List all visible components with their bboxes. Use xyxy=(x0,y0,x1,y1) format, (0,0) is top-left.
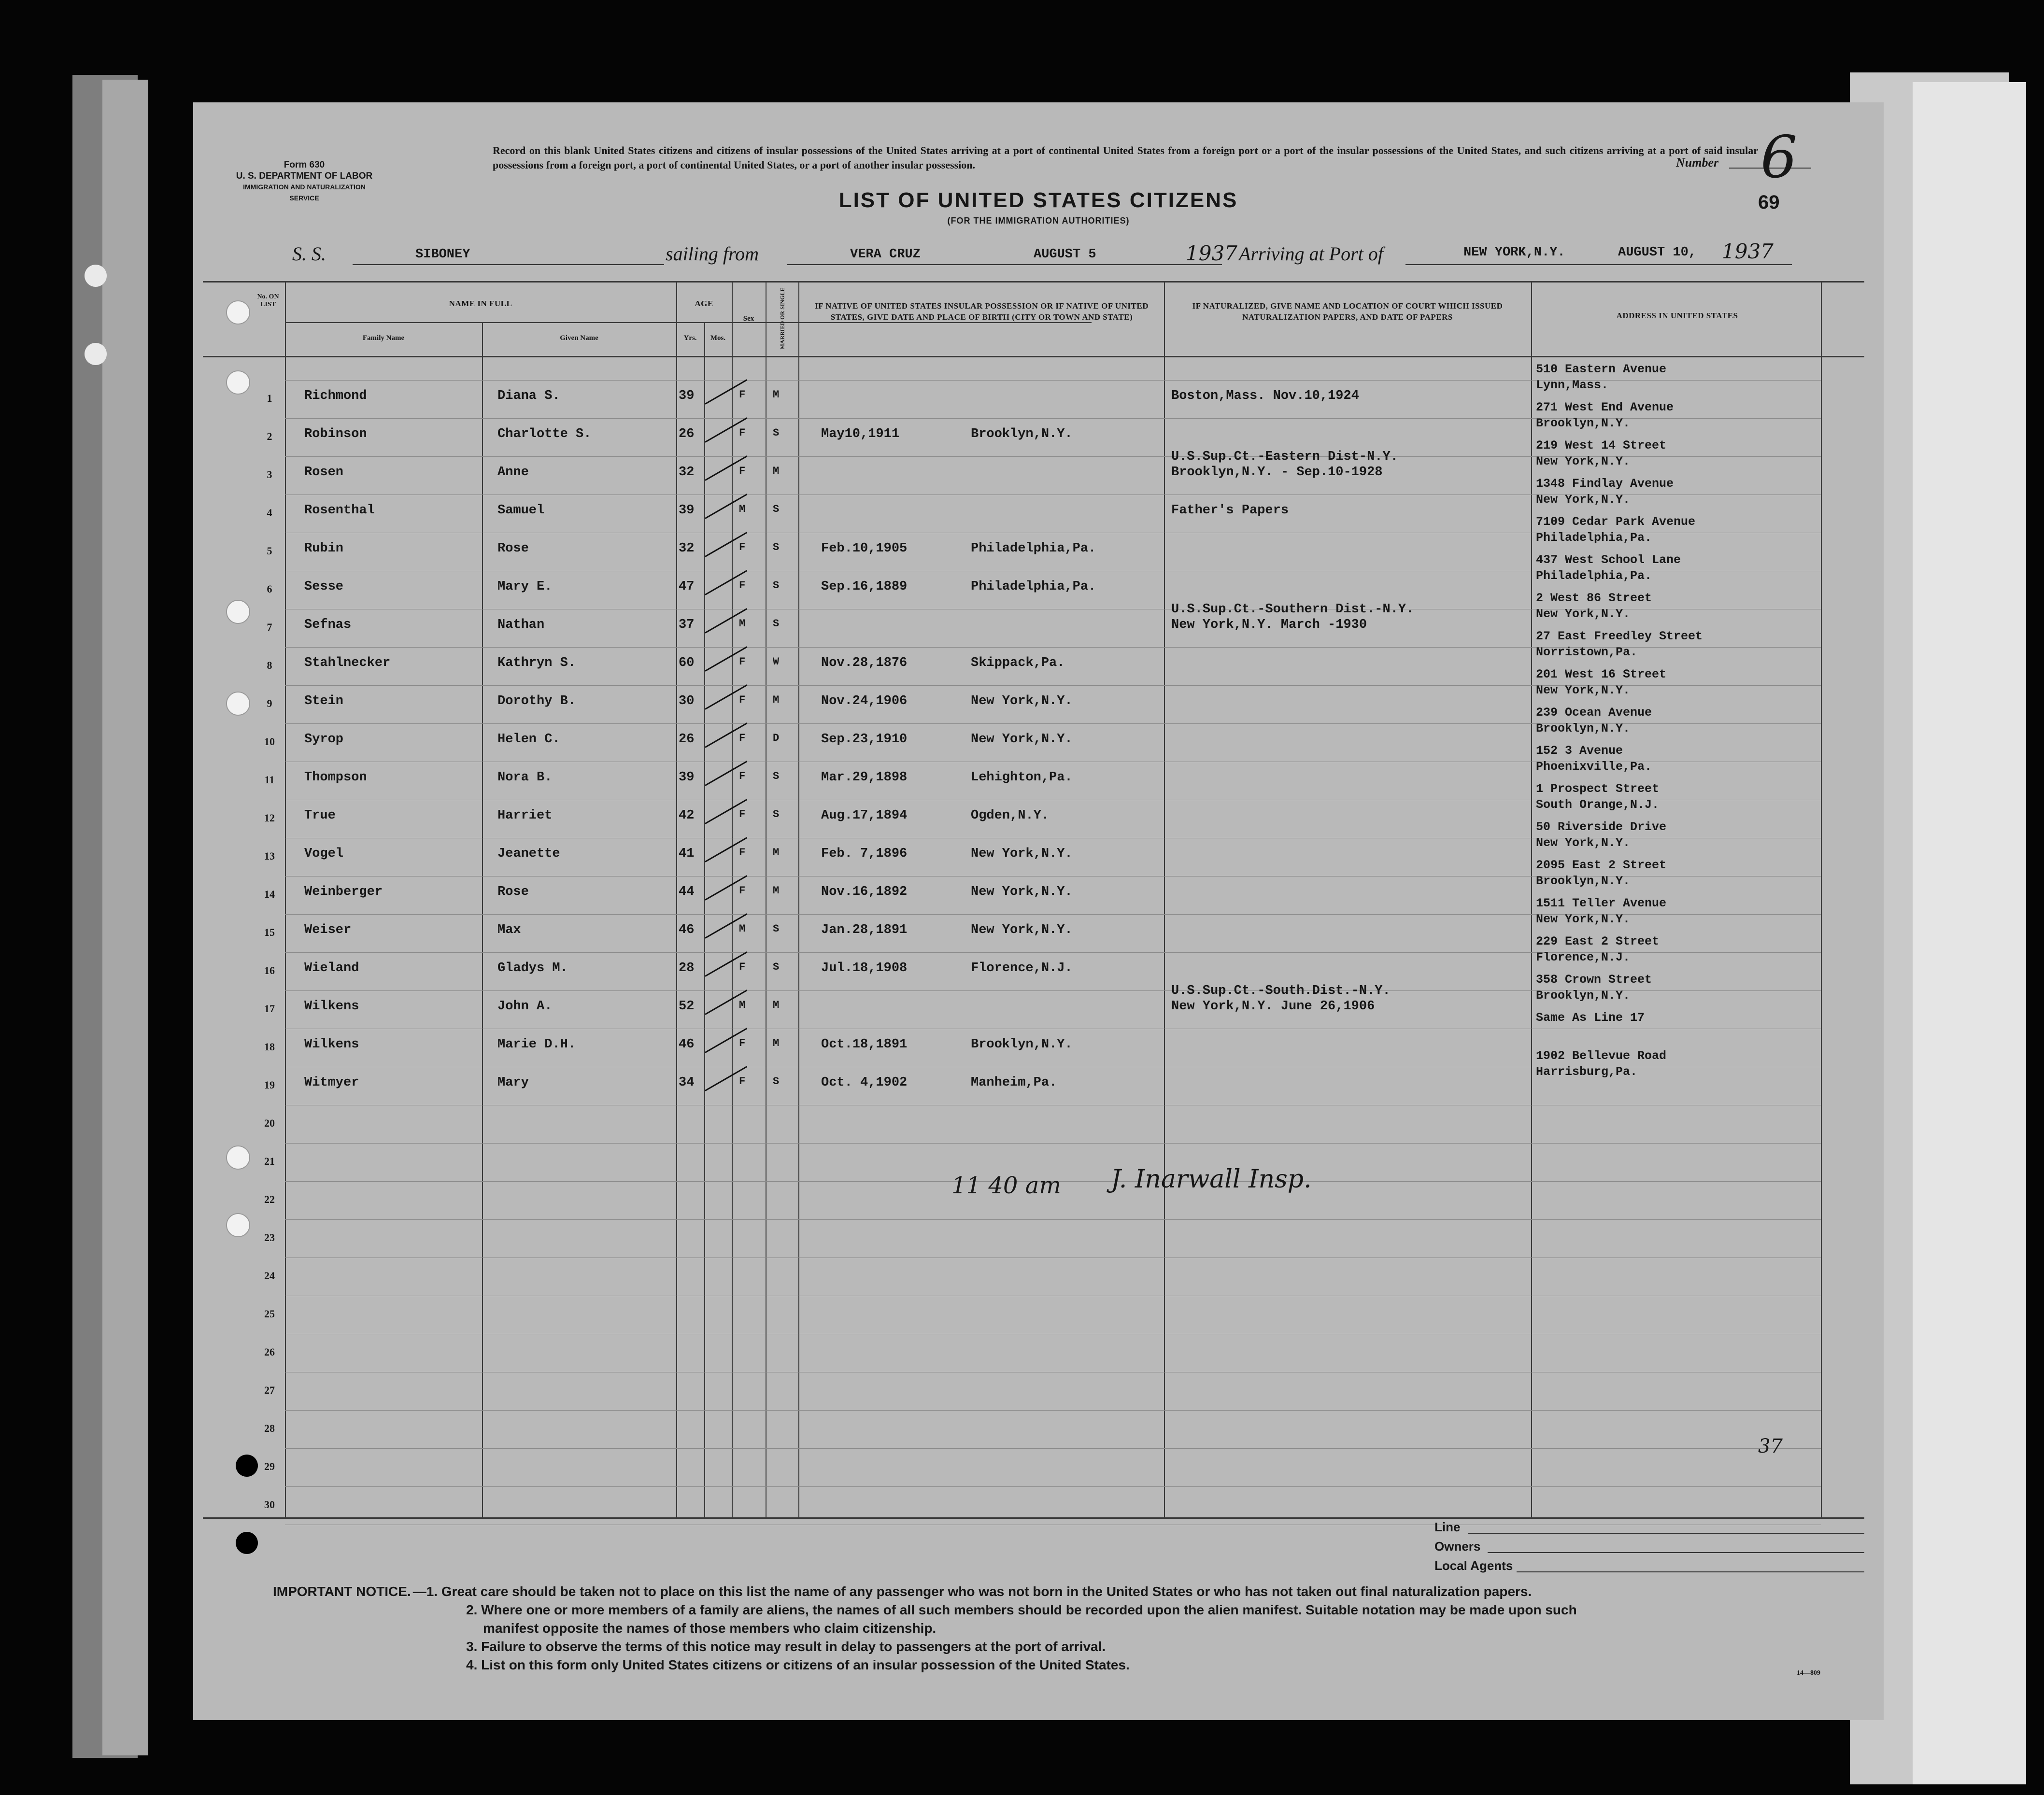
sex: M xyxy=(739,503,746,515)
row-number: 5 xyxy=(267,545,272,557)
notice-heading: IMPORTANT NOTICE. xyxy=(273,1584,411,1599)
row-number: 10 xyxy=(264,735,275,748)
birth-place: New York,N.Y. xyxy=(971,847,1073,861)
number-label: Number xyxy=(1676,155,1719,170)
given-name: Marie D.H. xyxy=(497,1037,576,1052)
row-number: 1 xyxy=(267,392,272,404)
address-street: Same As Line 17 xyxy=(1536,1011,1645,1025)
line-label: Line xyxy=(1434,1520,1461,1534)
marital-status: M xyxy=(773,847,780,859)
arrival-port: NEW YORK,N.Y. xyxy=(1463,245,1565,260)
address-street: 510 Eastern Avenue xyxy=(1536,362,1667,376)
row-number: 23 xyxy=(264,1231,275,1244)
birth-date: Feb. 7,1896 xyxy=(821,847,908,861)
form-number: Form 630 xyxy=(284,160,325,170)
row-number: 30 xyxy=(264,1498,275,1511)
naturalization-date: New York,N.Y. March -1930 xyxy=(1171,618,1367,632)
address-city: Norristown,Pa. xyxy=(1536,645,1638,659)
birth-date: Mar.29,1898 xyxy=(821,770,908,785)
sex: F xyxy=(739,847,746,859)
address-street: 358 Crown Street xyxy=(1536,973,1652,987)
passenger-table xyxy=(193,102,1884,1720)
row-number: 19 xyxy=(264,1079,275,1091)
age-years: 37 xyxy=(679,618,695,632)
address-street: 229 East 2 Street xyxy=(1536,934,1660,948)
sex: F xyxy=(739,961,746,973)
marital-status: S xyxy=(773,770,780,782)
notice-3: 3. Failure to observe the terms of this notice may result in delay to passengers at the port of arrival. xyxy=(466,1639,1106,1654)
address-city: New York,N.Y. xyxy=(1536,607,1631,621)
address-city: Brooklyn,N.Y. xyxy=(1536,874,1631,888)
marital-status: M xyxy=(773,694,780,706)
age-years: 32 xyxy=(679,465,695,480)
sex: M xyxy=(739,618,746,630)
marital-status: S xyxy=(773,579,780,592)
form-code: 14—809 xyxy=(1797,1669,1820,1677)
department-name: U. S. DEPARTMENT OF LABOR xyxy=(236,171,373,181)
header-birth: IF NATIVE OF UNITED STATES INSULAR POSSESSION OR IF NATIVE OF UNITED STATES, GIVE DATE AND PLACE OF BIRTH (CITY OR TOWN AND STATE) xyxy=(815,301,1149,322)
row-number: 7 xyxy=(267,621,272,633)
family-name: Wilkens xyxy=(304,1037,359,1052)
family-name: Rosenthal xyxy=(304,503,375,518)
notice-4: 4. List on this form only United States citizens or citizens of an insular possession of the United States. xyxy=(466,1657,1130,1672)
address-city: New York,N.Y. xyxy=(1536,836,1631,850)
marital-status: W xyxy=(773,656,780,668)
row-rule xyxy=(285,1143,1821,1144)
marital-status: S xyxy=(773,808,780,820)
marital-status: M xyxy=(773,999,780,1011)
handwritten-time: 11 40 am xyxy=(951,1172,1061,1199)
row-number: 27 xyxy=(264,1384,275,1396)
given-name: Harriet xyxy=(497,808,553,823)
family-name: Sefnas xyxy=(304,618,352,632)
binder-hole xyxy=(85,265,107,287)
row-number: 6 xyxy=(267,583,272,595)
family-name: Weiser xyxy=(304,923,352,937)
naturalization-court: Boston,Mass. Nov.10,1924 xyxy=(1171,389,1359,403)
birth-date: Oct.18,1891 xyxy=(821,1037,908,1052)
address-street: 1 Prospect Street xyxy=(1536,782,1660,796)
given-name: Samuel xyxy=(497,503,545,518)
row-rule xyxy=(285,1486,1821,1487)
address-city: Lynn,Mass. xyxy=(1536,378,1609,392)
family-name: Stahlnecker xyxy=(304,656,391,670)
row-number: 21 xyxy=(264,1155,275,1167)
given-name: Rose xyxy=(497,885,529,899)
age-years: 30 xyxy=(679,694,695,708)
col-divider xyxy=(1164,281,1165,1517)
address-street: 1348 Findlay Avenue xyxy=(1536,477,1674,491)
col-divider xyxy=(732,281,733,1517)
birth-place: Ogden,N.Y. xyxy=(971,808,1050,823)
family-name: Thompson xyxy=(304,770,367,785)
address-city: Florence,N.J. xyxy=(1536,950,1631,964)
ship-name: SIBONEY xyxy=(415,247,470,262)
address-city: New York,N.Y. xyxy=(1536,683,1631,697)
row-number: 4 xyxy=(267,507,272,519)
row-number: 3 xyxy=(267,468,272,481)
margin-number: 37 xyxy=(1758,1435,1783,1457)
local-agents-label: Local Agents xyxy=(1434,1558,1513,1573)
sex: F xyxy=(739,770,746,782)
age-years: 39 xyxy=(679,503,695,518)
birth-date: Aug.17,1894 xyxy=(821,808,908,823)
sail-year: 1937 xyxy=(1186,241,1237,265)
family-name: Rosen xyxy=(304,465,344,480)
row-rule xyxy=(285,1448,1821,1449)
background-sheet xyxy=(102,80,148,1755)
header-age: AGE xyxy=(695,299,713,308)
marital-status: S xyxy=(773,541,780,553)
birth-date: Feb.10,1905 xyxy=(821,541,908,556)
given-name: John A. xyxy=(497,999,553,1014)
row-number: 11 xyxy=(264,774,275,786)
address-city: Brooklyn,N.Y. xyxy=(1536,721,1631,735)
row-number: 29 xyxy=(264,1460,275,1472)
marital-status: M xyxy=(773,1037,780,1049)
address-city: New York,N.Y. xyxy=(1536,454,1631,468)
row-number: 26 xyxy=(264,1346,275,1358)
age-years: 39 xyxy=(679,770,695,785)
row-number: 20 xyxy=(264,1117,275,1129)
birth-place: Skippack,Pa. xyxy=(971,656,1065,670)
birth-date: Sep.23,1910 xyxy=(821,732,908,747)
address-street: 271 West End Avenue xyxy=(1536,400,1674,414)
header-family-name: Family Name xyxy=(362,334,405,342)
binder-hole xyxy=(85,343,107,365)
marital-status: S xyxy=(773,961,780,973)
row-number: 14 xyxy=(264,888,275,900)
address-city: Brooklyn,N.Y. xyxy=(1536,989,1631,1003)
sex: M xyxy=(739,999,746,1011)
col-divider xyxy=(1531,281,1532,1517)
sex: F xyxy=(739,427,746,439)
col-divider xyxy=(1821,281,1822,1517)
sailing-from-label: sailing from xyxy=(666,243,759,265)
age-years: 46 xyxy=(679,1037,695,1052)
birth-place: Brooklyn,N.Y. xyxy=(971,427,1073,441)
age-years: 52 xyxy=(679,999,695,1014)
row-number: 28 xyxy=(264,1422,275,1434)
sex: F xyxy=(739,465,746,477)
marital-status: D xyxy=(773,732,780,744)
row-number: 22 xyxy=(264,1193,275,1205)
birth-place: Manheim,Pa. xyxy=(971,1075,1057,1090)
address-street: 2 West 86 Street xyxy=(1536,591,1652,605)
address-city: South Orange,N.J. xyxy=(1536,798,1660,812)
header-name-in-full: NAME IN FULL xyxy=(449,299,512,308)
arrival-date: AUGUST 10, xyxy=(1618,245,1697,260)
birth-date: Nov.16,1892 xyxy=(821,885,908,899)
service-name: IMMIGRATION AND NATURALIZATION SERVICE xyxy=(243,183,366,202)
sex: F xyxy=(739,732,746,744)
given-name: Anne xyxy=(497,465,529,480)
birth-place: Brooklyn,N.Y. xyxy=(971,1037,1073,1052)
age-years: 46 xyxy=(679,923,695,937)
address-street: 50 Riverside Drive xyxy=(1536,820,1667,834)
age-years: 26 xyxy=(679,732,695,747)
age-years: 42 xyxy=(679,808,695,823)
address-street: 1511 Teller Avenue xyxy=(1536,896,1667,910)
age-years: 47 xyxy=(679,579,695,594)
address-city: New York,N.Y. xyxy=(1536,493,1631,507)
row-number: 2 xyxy=(267,430,272,442)
col-divider xyxy=(798,281,799,1517)
birth-date: Jan.28,1891 xyxy=(821,923,908,937)
address-city: Phoenixville,Pa. xyxy=(1536,760,1652,774)
row-number: 17 xyxy=(264,1003,275,1015)
family-name: Rubin xyxy=(304,541,344,556)
given-name: Mary xyxy=(497,1075,529,1090)
sex: F xyxy=(739,389,746,401)
marital-status: S xyxy=(773,1075,780,1088)
given-name: Diana S. xyxy=(497,389,560,403)
given-name: Kathryn S. xyxy=(497,656,576,670)
naturalization-court: Father's Papers xyxy=(1171,503,1289,518)
given-name: Helen C. xyxy=(497,732,560,747)
naturalization-date: New York,N.Y. June 26,1906 xyxy=(1171,999,1375,1014)
row-number: 24 xyxy=(264,1270,275,1282)
birth-place: New York,N.Y. xyxy=(971,923,1073,937)
birth-place: Lehighton,Pa. xyxy=(971,770,1073,785)
form-title: LIST OF UNITED STATES CITIZENS xyxy=(838,188,1238,212)
sex: F xyxy=(739,1075,746,1088)
sex: F xyxy=(739,1037,746,1049)
age-years: 44 xyxy=(679,885,695,899)
age-divider xyxy=(676,322,732,323)
address-street: 2095 East 2 Street xyxy=(1536,858,1667,872)
address-city: Philadelphia,Pa. xyxy=(1536,531,1652,545)
naturalization-court: U.S.Sup.Ct.-Eastern Dist-N.Y. xyxy=(1171,450,1398,464)
header-mos: Mos. xyxy=(710,334,726,342)
given-name: Gladys M. xyxy=(497,961,568,975)
col-divider xyxy=(704,322,705,1517)
address-city: Harrisburg,Pa. xyxy=(1536,1065,1638,1079)
address-street: 7109 Cedar Park Avenue xyxy=(1536,515,1696,529)
row-number: 12 xyxy=(264,812,275,824)
family-name: Richmond xyxy=(304,389,367,403)
background-sheet xyxy=(1913,82,2026,1784)
sex: F xyxy=(739,579,746,592)
birth-date: Sep.16,1889 xyxy=(821,579,908,594)
birth-date: Oct. 4,1902 xyxy=(821,1075,908,1090)
table-top-border xyxy=(203,281,1864,283)
family-name: Stein xyxy=(304,694,344,708)
marital-status: S xyxy=(773,923,780,935)
birth-date: Nov.28,1876 xyxy=(821,656,908,670)
marital-status: S xyxy=(773,427,780,439)
line-underline xyxy=(1468,1533,1864,1534)
page-number: 69 xyxy=(1758,192,1780,213)
family-name: True xyxy=(304,808,336,823)
form-subtitle: (FOR THE IMMIGRATION AUTHORITIES) xyxy=(947,216,1130,226)
sex: M xyxy=(739,923,746,935)
row-number: 25 xyxy=(264,1308,275,1320)
birth-place: New York,N.Y. xyxy=(971,885,1073,899)
family-name: Wieland xyxy=(304,961,359,975)
family-name: Witmyer xyxy=(304,1075,359,1090)
birth-place: Philadelphia,Pa. xyxy=(971,541,1096,556)
owners-underline xyxy=(1488,1552,1864,1553)
address-street: 152 3 Avenue xyxy=(1536,744,1623,758)
row-number: 15 xyxy=(264,926,275,938)
sex: F xyxy=(739,656,746,668)
given-name: Dorothy B. xyxy=(497,694,576,708)
address-street: 27 East Freedley Street xyxy=(1536,629,1703,643)
from-port: VERA CRUZ xyxy=(850,247,921,262)
given-name: Charlotte S. xyxy=(497,427,592,441)
given-name: Max xyxy=(497,923,521,937)
family-name: Vogel xyxy=(304,847,344,861)
arrival-year: 1937 xyxy=(1722,240,1774,263)
row-number: 8 xyxy=(267,659,272,671)
naturalization-date: Brooklyn,N.Y. - Sep.10-1928 xyxy=(1171,465,1383,480)
header-no-on-list: No. ON LIST xyxy=(257,293,279,308)
header-sex: Sex xyxy=(743,315,754,323)
given-name: Rose xyxy=(497,541,529,556)
owners-label: Owners xyxy=(1434,1539,1481,1554)
header-address: ADDRESS IN UNITED STATES xyxy=(1616,311,1738,320)
family-name: Robinson xyxy=(304,427,367,441)
address-street: 1902 Bellevue Road xyxy=(1536,1049,1667,1063)
birth-place: Philadelphia,Pa. xyxy=(971,579,1096,594)
notice-1: —1. Great care should be taken not to place on this list the name of any passenger who was not born in the United States or who has not taken out final naturalization papers. xyxy=(412,1584,1532,1599)
sail-date: AUGUST 5 xyxy=(1034,247,1096,262)
birth-date: Nov.24,1906 xyxy=(821,694,908,708)
inspector-signature: J. Inarwall Insp. xyxy=(1111,1165,1312,1194)
marital-status: S xyxy=(773,503,780,515)
manifest-page xyxy=(193,102,1884,1720)
address-street: 201 West 16 Street xyxy=(1536,667,1667,681)
given-name: Mary E. xyxy=(497,579,553,594)
naturalization-court: U.S.Sup.Ct.-South.Dist.-N.Y. xyxy=(1171,984,1391,998)
row-number: 9 xyxy=(267,697,272,709)
arriving-label: Arriving at Port of xyxy=(1239,243,1383,265)
age-years: 39 xyxy=(679,389,695,403)
row-number: 18 xyxy=(264,1041,275,1053)
marital-status: M xyxy=(773,885,780,897)
manifest-number: 6 xyxy=(1760,124,1798,191)
age-years: 34 xyxy=(679,1075,695,1090)
sex: F xyxy=(739,694,746,706)
row-number: 13 xyxy=(264,850,275,862)
row-rule xyxy=(285,1410,1821,1411)
marital-status: M xyxy=(773,389,780,401)
age-years: 26 xyxy=(679,427,695,441)
notice-2: 2. Where one or more members of a family are aliens, the names of all such members should be recorded upon the alien manifest. Suitable notation may be made upon such xyxy=(466,1602,1577,1617)
instruction-text: Record on this blank United States citizens and citizens of insular possessions of the United States arriving at a port of continental United States from a foreign port or a port of the insular possessions of the United States, and such citizens arriving at a port of said insular possessions from a foreign port, a port of continental United States, or a port of another insular possession. xyxy=(493,144,1758,171)
given-name: Jeanette xyxy=(497,847,560,861)
address-city: Philadelphia,Pa. xyxy=(1536,569,1652,583)
col-divider xyxy=(482,322,483,1517)
given-name: Nathan xyxy=(497,618,545,632)
agents-underline xyxy=(1517,1571,1864,1572)
row-number: 16 xyxy=(264,964,275,976)
family-name: Weinberger xyxy=(304,885,383,899)
family-name: Wilkens xyxy=(304,999,359,1014)
birth-date: Jul.18,1908 xyxy=(821,961,908,975)
header-married-single: MARRIED OR SINGLE xyxy=(779,287,786,350)
col-divider xyxy=(676,281,677,1517)
table-bottom-border xyxy=(203,1517,1864,1519)
address-street: 219 West 14 Street xyxy=(1536,438,1667,452)
address-street: 239 Ocean Avenue xyxy=(1536,706,1652,720)
sex: F xyxy=(739,808,746,820)
family-name: Sesse xyxy=(304,579,344,594)
marital-status: S xyxy=(773,618,780,630)
age-years: 32 xyxy=(679,541,695,556)
header-given-name: Given Name xyxy=(560,334,598,342)
ss-label: S. S. xyxy=(292,243,326,265)
important-notice xyxy=(273,1583,1843,1674)
address-city: New York,N.Y. xyxy=(1536,912,1631,926)
row-rule xyxy=(285,1219,1821,1220)
birth-place: Florence,N.J. xyxy=(971,961,1073,975)
birth-place: New York,N.Y. xyxy=(971,694,1073,708)
col-divider xyxy=(285,281,286,1517)
marital-status: M xyxy=(773,465,780,477)
header-bottom-border xyxy=(203,356,1864,357)
birth-date: May10,1911 xyxy=(821,427,900,441)
notice-2-cont: manifest opposite the names of those members who claim citizenship. xyxy=(483,1621,937,1636)
age-years: 41 xyxy=(679,847,695,861)
header-naturalized: IF NATURALIZED, GIVE NAME AND LOCATION OF COURT WHICH ISSUED NATURALIZATION PAPERS, AND DATE OF PAPERS xyxy=(1192,301,1503,322)
age-years: 28 xyxy=(679,961,695,975)
naturalization-court: U.S.Sup.Ct.-Southern Dist.-N.Y. xyxy=(1171,602,1414,617)
header-yrs: Yrs. xyxy=(683,334,697,342)
address-city: Brooklyn,N.Y. xyxy=(1536,416,1631,430)
sex: F xyxy=(739,541,746,553)
age-years: 60 xyxy=(679,656,695,670)
family-name: Syrop xyxy=(304,732,344,747)
address-street: 437 West School Lane xyxy=(1536,553,1681,567)
birth-place: New York,N.Y. xyxy=(971,732,1073,747)
sex: F xyxy=(739,885,746,897)
given-name: Nora B. xyxy=(497,770,553,785)
